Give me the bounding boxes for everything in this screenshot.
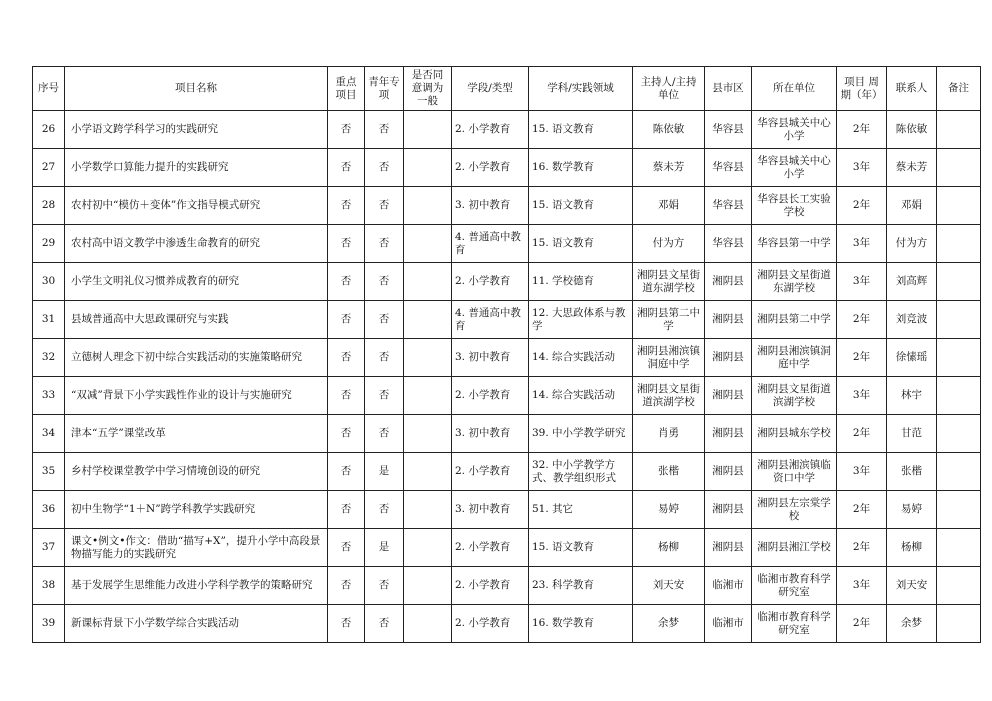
cell-seq: 32 — [33, 339, 65, 377]
cell-host: 杨柳 — [633, 529, 705, 567]
cell-key-project: 否 — [328, 225, 365, 263]
cell-unit: 临湘市教育科学研究室 — [752, 605, 837, 643]
cell-stage: 3. 初中教育 — [452, 415, 529, 453]
cell-unit: 湘阴县文星街道东湖学校 — [752, 263, 837, 301]
cell-period: 2年 — [837, 187, 887, 225]
cell-county: 华容县 — [705, 111, 752, 149]
cell-county: 华容县 — [705, 187, 752, 225]
cell-seq: 38 — [33, 567, 65, 605]
cell-period: 2年 — [837, 529, 887, 567]
cell-period: 3年 — [837, 263, 887, 301]
cell-subject: 15. 语文教育 — [529, 529, 633, 567]
cell-project-name: 乡村学校课堂教学中学习情境创设的研究 — [65, 453, 328, 491]
cell-youth-project: 否 — [365, 301, 404, 339]
cell-subject: 23. 科学教育 — [529, 567, 633, 605]
cell-subject: 15. 语文教育 — [529, 187, 633, 225]
cell-subject: 14. 综合实践活动 — [529, 377, 633, 415]
cell-stage: 3. 初中教育 — [452, 491, 529, 529]
cell-contact: 蔡未芳 — [887, 149, 937, 187]
cell-project-name: 初中生物学“1＋N”跨学科教学实践研究 — [65, 491, 328, 529]
cell-host: 余梦 — [633, 605, 705, 643]
cell-stage: 2. 小学教育 — [452, 111, 529, 149]
cell-subject: 32. 中小学教学方式、教学组织形式 — [529, 453, 633, 491]
cell-youth-project: 是 — [365, 453, 404, 491]
cell-youth-project: 否 — [365, 187, 404, 225]
cell-period: 2年 — [837, 111, 887, 149]
cell-stage: 4. 普通高中教育 — [452, 225, 529, 263]
cell-county: 湘阴县 — [705, 415, 752, 453]
cell-key-project: 否 — [328, 529, 365, 567]
cell-youth-project: 否 — [365, 225, 404, 263]
cell-period: 2年 — [837, 339, 887, 377]
cell-youth-project: 是 — [365, 529, 404, 567]
cell-subject: 15. 语文教育 — [529, 111, 633, 149]
cell-subject: 11. 学校德育 — [529, 263, 633, 301]
cell-contact: 付为方 — [887, 225, 937, 263]
table-row — [33, 149, 981, 187]
cell-county: 华容县 — [705, 225, 752, 263]
cell-host: 肖勇 — [633, 415, 705, 453]
cell-project-name: 县域普通高中大思政课研究与实践 — [65, 301, 328, 339]
cell-period: 3年 — [837, 377, 887, 415]
cell-project-name: 基于发展学生思维能力改进小学科学教学的策略研究 — [65, 567, 328, 605]
cell-key-project: 否 — [328, 187, 365, 225]
table-row — [33, 491, 981, 529]
cell-agree-general — [404, 415, 452, 453]
cell-period: 3年 — [837, 225, 887, 263]
cell-host: 张楷 — [633, 453, 705, 491]
cell-key-project: 否 — [328, 567, 365, 605]
cell-county: 湘阴县 — [705, 491, 752, 529]
cell-key-project: 否 — [328, 339, 365, 377]
cell-stage: 2. 小学教育 — [452, 263, 529, 301]
header-stage: 学段/类型 — [452, 67, 529, 111]
cell-youth-project: 否 — [365, 339, 404, 377]
cell-seq: 35 — [33, 453, 65, 491]
header-contact: 联系人 — [887, 67, 937, 111]
table-row — [33, 263, 981, 301]
cell-host: 易婷 — [633, 491, 705, 529]
cell-agree-general — [404, 301, 452, 339]
cell-unit: 湘阴县文星街道滨湖学校 — [752, 377, 837, 415]
cell-county: 湘阴县 — [705, 377, 752, 415]
cell-youth-project: 否 — [365, 415, 404, 453]
table-row — [33, 415, 981, 453]
cell-host: 湘阴县文星街道东湖学校 — [633, 263, 705, 301]
cell-stage: 2. 小学教育 — [452, 149, 529, 187]
header-unit: 所在单位 — [752, 67, 837, 111]
cell-note — [937, 453, 981, 491]
cell-unit: 华容县城关中心小学 — [752, 111, 837, 149]
cell-stage: 2. 小学教育 — [452, 529, 529, 567]
cell-key-project: 否 — [328, 377, 365, 415]
cell-unit: 湘阴县城东学校 — [752, 415, 837, 453]
cell-agree-general — [404, 529, 452, 567]
cell-note — [937, 339, 981, 377]
table-row — [33, 111, 981, 149]
table-row — [33, 339, 981, 377]
cell-contact: 刘天安 — [887, 567, 937, 605]
cell-contact: 林宇 — [887, 377, 937, 415]
header-seq: 序号 — [33, 67, 65, 111]
cell-subject: 39. 中小学教学研究 — [529, 415, 633, 453]
cell-stage: 2. 小学教育 — [452, 605, 529, 643]
cell-subject: 12. 大思政体系与教学 — [529, 301, 633, 339]
table-row — [33, 529, 981, 567]
cell-county: 湘阴县 — [705, 529, 752, 567]
header-youth: 青年专项 — [365, 67, 404, 111]
cell-stage: 3. 初中教育 — [452, 339, 529, 377]
cell-contact: 陈依敏 — [887, 111, 937, 149]
cell-unit: 湘阴县湘滨镇临资口中学 — [752, 453, 837, 491]
cell-subject: 14. 综合实践活动 — [529, 339, 633, 377]
cell-project-name: 农村初中“模仿＋变体”作文指导模式研究 — [65, 187, 328, 225]
table-row — [33, 301, 981, 339]
cell-stage: 4. 普通高中教育 — [452, 301, 529, 339]
cell-key-project: 否 — [328, 263, 365, 301]
cell-contact: 甘范 — [887, 415, 937, 453]
cell-period: 3年 — [837, 453, 887, 491]
cell-unit: 湘阴县左宗棠学校 — [752, 491, 837, 529]
cell-note — [937, 301, 981, 339]
cell-agree-general — [404, 605, 452, 643]
table-row — [33, 567, 981, 605]
cell-seq: 31 — [33, 301, 65, 339]
cell-stage: 2. 小学教育 — [452, 567, 529, 605]
cell-seq: 36 — [33, 491, 65, 529]
cell-project-name: 课文•例文•作文：借助“描写+X”，提升小学中高段景物描写能力的实践研究 — [65, 529, 328, 567]
cell-unit: 华容县城关中心小学 — [752, 149, 837, 187]
cell-key-project: 否 — [328, 491, 365, 529]
cell-note — [937, 605, 981, 643]
cell-contact: 刘高辉 — [887, 263, 937, 301]
cell-note — [937, 149, 981, 187]
header-county: 县市区 — [705, 67, 752, 111]
header-row — [33, 67, 981, 111]
cell-agree-general — [404, 453, 452, 491]
cell-project-name: 立德树人理念下初中综合实践活动的实施策略研究 — [65, 339, 328, 377]
table-row — [33, 453, 981, 491]
cell-stage: 3. 初中教育 — [452, 187, 529, 225]
cell-youth-project: 否 — [365, 491, 404, 529]
cell-contact: 徐愫瑶 — [887, 339, 937, 377]
cell-note — [937, 187, 981, 225]
header-key: 重点项目 — [328, 67, 365, 111]
cell-seq: 30 — [33, 263, 65, 301]
cell-agree-general — [404, 111, 452, 149]
cell-unit: 华容县长工实验学校 — [752, 187, 837, 225]
cell-project-name: 新课标背景下小学数学综合实践活动 — [65, 605, 328, 643]
cell-period: 2年 — [837, 415, 887, 453]
cell-note — [937, 567, 981, 605]
cell-unit: 湘阴县第二中学 — [752, 301, 837, 339]
cell-key-project: 否 — [328, 301, 365, 339]
cell-county: 湘阴县 — [705, 453, 752, 491]
cell-county: 湘阴县 — [705, 339, 752, 377]
cell-period: 2年 — [837, 605, 887, 643]
cell-project-name: 小学语文跨学科学习的实践研究 — [65, 111, 328, 149]
header-host: 主持人/主持单位 — [633, 67, 705, 111]
cell-note — [937, 491, 981, 529]
header-note: 备注 — [937, 67, 981, 111]
cell-note — [937, 529, 981, 567]
cell-period: 2年 — [837, 301, 887, 339]
cell-county: 临湘市 — [705, 605, 752, 643]
cell-youth-project: 否 — [365, 377, 404, 415]
cell-host: 蔡未芳 — [633, 149, 705, 187]
table-row — [33, 605, 981, 643]
cell-county: 湘阴县 — [705, 263, 752, 301]
cell-stage: 2. 小学教育 — [452, 377, 529, 415]
cell-subject: 51. 其它 — [529, 491, 633, 529]
cell-host: 刘天安 — [633, 567, 705, 605]
cell-project-name: 小学数学口算能力提升的实践研究 — [65, 149, 328, 187]
cell-seq: 37 — [33, 529, 65, 567]
cell-key-project: 否 — [328, 149, 365, 187]
cell-stage: 2. 小学教育 — [452, 453, 529, 491]
cell-note — [937, 225, 981, 263]
cell-contact: 余梦 — [887, 605, 937, 643]
cell-agree-general — [404, 263, 452, 301]
cell-unit: 临湘市教育科学研究室 — [752, 567, 837, 605]
cell-project-name: 小学生文明礼仪习惯养成教育的研究 — [65, 263, 328, 301]
cell-unit: 湘阴县湘滨镇洞庭中学 — [752, 339, 837, 377]
cell-host: 付为方 — [633, 225, 705, 263]
cell-key-project: 否 — [328, 111, 365, 149]
cell-contact: 易婷 — [887, 491, 937, 529]
cell-seq: 28 — [33, 187, 65, 225]
cell-county: 华容县 — [705, 149, 752, 187]
cell-unit: 华容县第一中学 — [752, 225, 837, 263]
cell-key-project: 否 — [328, 453, 365, 491]
cell-youth-project: 否 — [365, 605, 404, 643]
cell-youth-project: 否 — [365, 567, 404, 605]
cell-subject: 16. 数学教育 — [529, 149, 633, 187]
project-table — [32, 66, 981, 643]
cell-youth-project: 否 — [365, 111, 404, 149]
cell-host: 湘阴县湘滨镇洞庭中学 — [633, 339, 705, 377]
header-agree: 是否同意调为一般 — [404, 67, 452, 111]
header-period: 项目 周期（年） — [837, 67, 887, 111]
cell-host: 陈依敏 — [633, 111, 705, 149]
cell-agree-general — [404, 339, 452, 377]
cell-key-project: 否 — [328, 415, 365, 453]
cell-agree-general — [404, 491, 452, 529]
cell-seq: 34 — [33, 415, 65, 453]
cell-subject: 16. 数学教育 — [529, 605, 633, 643]
cell-county: 湘阴县 — [705, 301, 752, 339]
cell-host: 湘阴县文星街道滨湖学校 — [633, 377, 705, 415]
header-subject: 学科/实践领域 — [529, 67, 633, 111]
cell-unit: 湘阴县湘江学校 — [752, 529, 837, 567]
table-row — [33, 377, 981, 415]
cell-note — [937, 263, 981, 301]
cell-note — [937, 415, 981, 453]
cell-seq: 33 — [33, 377, 65, 415]
cell-youth-project: 否 — [365, 149, 404, 187]
cell-seq: 29 — [33, 225, 65, 263]
table-row — [33, 225, 981, 263]
cell-contact: 邓娟 — [887, 187, 937, 225]
cell-seq: 39 — [33, 605, 65, 643]
header-name: 项目名称 — [65, 67, 328, 111]
cell-host: 邓娟 — [633, 187, 705, 225]
cell-note — [937, 111, 981, 149]
cell-agree-general — [404, 377, 452, 415]
cell-project-name: “双减”背景下小学实践性作业的设计与实施研究 — [65, 377, 328, 415]
cell-period: 3年 — [837, 149, 887, 187]
cell-contact: 张楷 — [887, 453, 937, 491]
cell-agree-general — [404, 567, 452, 605]
cell-project-name: 农村高中语文教学中渗透生命教育的研究 — [65, 225, 328, 263]
cell-host: 湘阴县第二中学 — [633, 301, 705, 339]
cell-youth-project: 否 — [365, 263, 404, 301]
cell-contact: 刘竞波 — [887, 301, 937, 339]
cell-project-name: 津本“五学”课堂改革 — [65, 415, 328, 453]
cell-note — [937, 377, 981, 415]
table-row — [33, 187, 981, 225]
cell-seq: 26 — [33, 111, 65, 149]
cell-contact: 杨柳 — [887, 529, 937, 567]
cell-agree-general — [404, 187, 452, 225]
cell-agree-general — [404, 149, 452, 187]
cell-subject: 15. 语文教育 — [529, 225, 633, 263]
cell-key-project: 否 — [328, 605, 365, 643]
cell-period: 2年 — [837, 491, 887, 529]
cell-seq: 27 — [33, 149, 65, 187]
cell-county: 临湘市 — [705, 567, 752, 605]
cell-period: 3年 — [837, 567, 887, 605]
cell-agree-general — [404, 225, 452, 263]
